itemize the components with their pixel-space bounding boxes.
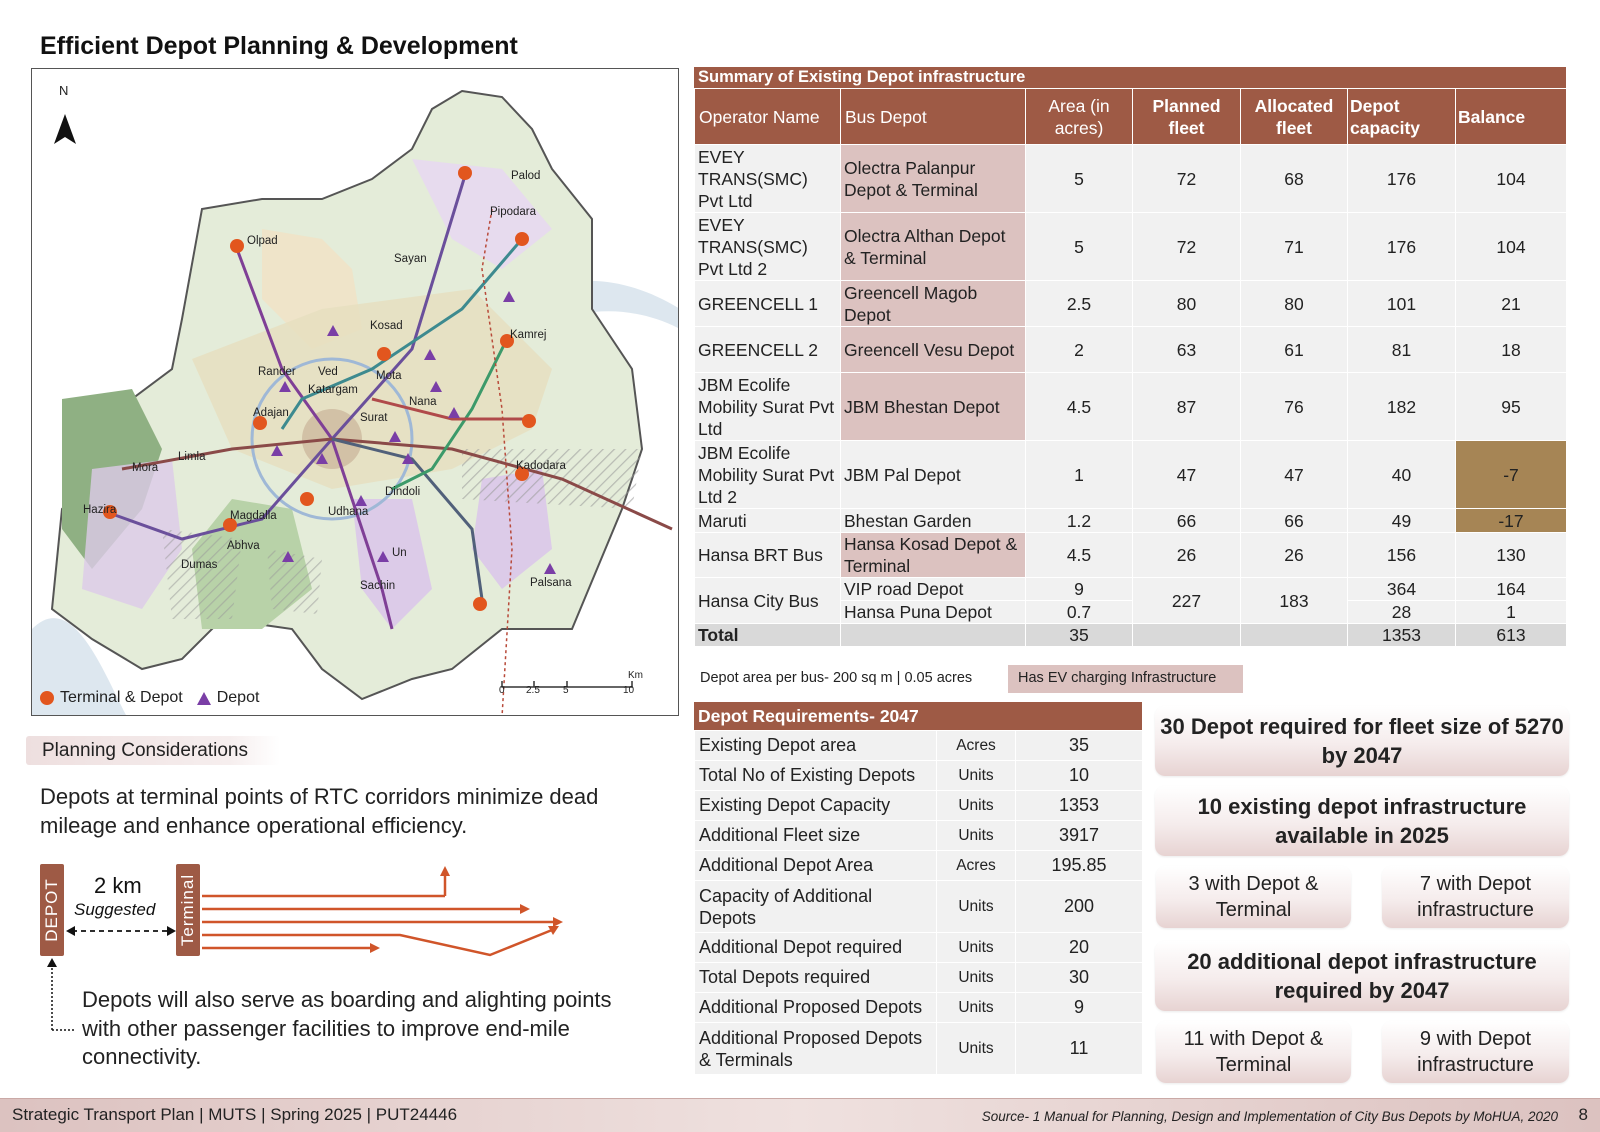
cell-planned: 72 [1133,145,1241,213]
cell-area: 4.5 [1026,533,1133,578]
cell-capacity: 176 [1348,145,1456,213]
col-operator: Operator Name [695,89,841,145]
cell-planned: 26 [1133,533,1241,578]
scale-tick: 0 [499,685,505,696]
cell-depot: JBM Pal Depot [841,441,1026,509]
req-value: 195.85 [1016,851,1143,881]
table-row [695,509,1567,533]
ev-charging-legend: Has EV charging Infrastructure [1008,665,1243,693]
col-balance: Balance [1456,89,1567,145]
req-label: Existing Depot Capacity [695,791,937,821]
req-label: Additional Depot required [695,933,937,963]
cell-balance: 130 [1456,533,1567,578]
cell-depot: Bhestan Garden [841,509,1026,533]
total-row [695,624,1567,647]
col-depot: Bus Depot [841,89,1026,145]
cell-depot: Hansa Puna Depot [841,601,1026,624]
distance-label: 2 km [94,873,142,898]
depot-box [40,864,64,956]
cell-depot: Olectra Palanpur Depot & Terminal [841,145,1026,213]
place-label: Mota [376,370,402,382]
cell-area: 1 [1026,441,1133,509]
cell-area: 4.5 [1026,373,1133,441]
table-row [695,281,1567,327]
cell-allocated: 183 [1241,578,1348,624]
map-legend [40,689,259,707]
suggested-label: Suggested [74,900,156,919]
cell-area: 9 [1026,578,1133,601]
req-value: 10 [1016,761,1143,791]
legend-depot: Depot [216,689,260,706]
cell-empty [1133,624,1241,647]
col-capacity: Depot capacity [1348,89,1456,145]
req-label: Existing Depot area [695,731,937,761]
scale-tick: 10 [623,685,635,696]
cell-capacity: 101 [1348,281,1456,327]
legend-terminal-depot: Terminal & Depot [60,689,183,706]
cell-operator: JBM Ecolife Mobility Surat Pvt Ltd [695,373,841,441]
cell-balance: 18 [1456,327,1567,373]
cell-depot: Olectra Althan Depot & Terminal [841,213,1026,281]
col-allocated: Allocated fleet [1241,89,1348,145]
cell-planned: 47 [1133,441,1241,509]
place-label: Adajan [253,407,289,419]
place-label: Kosad [370,320,403,332]
summary-header-row [695,89,1567,145]
footer-source: Source- 1 Manual for Planning, Design and Implementation of City Bus Depots by MoHUA, 2020 [981,1109,1558,1124]
card-total-depots: 30 Depot required for fleet size of 5270 by 2047 [1155,706,1569,776]
cell-operator: EVEY TRANS(SMC) Pvt Ltd 2 [695,213,841,281]
table-row [695,1023,1143,1075]
card-existing-depot-terminal: 3 with Depot & Terminal [1156,866,1351,928]
card-existing-depots: 10 existing depot infrastructure available in 2025 [1155,786,1569,856]
card-existing-depot-infra: 7 with Depot infrastructure [1382,866,1569,928]
req-unit: Units [937,791,1016,821]
page-number: 8 [1578,1105,1588,1124]
place-label: Rander [258,366,296,378]
cell-capacity: 81 [1348,327,1456,373]
table-row [695,993,1143,1023]
cell-depot: VIP road Depot [841,578,1026,601]
table-row [695,933,1143,963]
req-unit: Units [937,993,1016,1023]
cell-capacity: 49 [1348,509,1456,533]
cell-capacity: 176 [1348,213,1456,281]
scale-unit: Km [628,670,643,681]
summary-table [694,88,1567,647]
cell-planned: 72 [1133,213,1241,281]
planning-considerations-tag: Planning Considerations [26,736,280,765]
summary-table-section [694,67,1566,647]
req-unit: Units [937,963,1016,993]
scale-tick: 5 [563,685,569,696]
cell-operator: Maruti [695,509,841,533]
req-value: 9 [1016,993,1143,1023]
cell-area: 5 [1026,213,1133,281]
end-mile-text: Depots will also serve as boarding and alighting points with other passenger facilities to improve end-mile connectivity. [82,987,612,1069]
place-label: Hazira [83,504,117,516]
cell-balance: 1 [1456,601,1567,624]
req-value: 1353 [1016,791,1143,821]
req-label: Additional Fleet size [695,821,937,851]
city-map[interactable] [31,68,679,716]
place-label: Dumas [181,559,218,571]
cell-allocated: 66 [1241,509,1348,533]
cell-depot: Greencell Magob Depot [841,281,1026,327]
table-row [695,963,1143,993]
req-label: Additional Proposed Depots [695,993,937,1023]
cell-total-area: 35 [1026,624,1133,647]
req-unit: Acres [937,851,1016,881]
cell-operator: EVEY TRANS(SMC) Pvt Ltd [695,145,841,213]
table-row [695,821,1143,851]
cell-capacity: 182 [1348,373,1456,441]
req-value: 20 [1016,933,1143,963]
place-label: Pipodara [490,206,537,218]
table-row [695,578,1567,601]
cell-balance: 104 [1456,145,1567,213]
cell-balance: 164 [1456,578,1567,601]
cell-depot: Hansa Kosad Depot & Terminal [841,533,1026,578]
place-label: Nana [409,396,437,408]
depot-label: DEPOT [42,878,61,942]
cell-depot: Greencell Vesu Depot [841,327,1026,373]
table-row [695,145,1567,213]
place-label: Palsana [530,577,572,589]
cell-empty [841,624,1026,647]
req-label: Additional Proposed Depots & Terminals [695,1023,937,1075]
place-label: Kadodara [516,460,566,472]
requirements-section [694,702,1142,1075]
requirements-table [694,730,1143,1075]
cell-planned: 87 [1133,373,1241,441]
footer [0,1098,1600,1132]
cell-depot: JBM Bhestan Depot [841,373,1026,441]
req-value: 3917 [1016,821,1143,851]
page-title: Efficient Depot Planning & Development [40,32,518,60]
place-label: Udhana [328,506,369,518]
cell-allocated: 61 [1241,327,1348,373]
place-label: Limla [178,451,206,463]
place-label: Surat [360,412,388,424]
table-row [695,441,1567,509]
req-value: 11 [1016,1023,1143,1075]
scale-tick: 2.5 [526,685,540,696]
cell-allocated: 68 [1241,145,1348,213]
place-label: Kamrej [510,329,547,341]
north-label: N [59,83,69,98]
req-unit: Units [937,761,1016,791]
card-additional-depot-terminal: 11 with Depot & Terminal [1156,1021,1351,1083]
cell-total-capacity: 1353 [1348,624,1456,647]
cell-allocated: 71 [1241,213,1348,281]
table-row [695,213,1567,281]
summary-title: Summary of Existing Depot infrastructure [694,67,1566,88]
table-row [695,533,1567,578]
table-row [695,851,1143,881]
cell-planned: 63 [1133,327,1241,373]
cell-area: 1.2 [1026,509,1133,533]
col-area: Area (in acres) [1026,89,1133,145]
cell-capacity: 28 [1348,601,1456,624]
place-label: Un [392,547,407,559]
cell-operator: GREENCELL 1 [695,281,841,327]
cell-allocated: 26 [1241,533,1348,578]
cell-balance-negative: -17 [1456,509,1567,533]
req-unit: Units [937,881,1016,933]
footer-course-info: Strategic Transport Plan | MUTS | Spring 2025 | PUT24446 [12,1105,458,1124]
req-unit: Units [937,821,1016,851]
table-row [695,881,1143,933]
place-label: Magdalla [230,510,277,522]
cell-area: 0.7 [1026,601,1133,624]
place-label: Dindoli [385,486,421,498]
table-row [695,761,1143,791]
cell-planned: 66 [1133,509,1241,533]
req-value: 200 [1016,881,1143,933]
cell-total-balance: 613 [1456,624,1567,647]
req-value: 35 [1016,731,1143,761]
cell-capacity: 364 [1348,578,1456,601]
req-unit: Units [937,933,1016,963]
cell-operator: JBM Ecolife Mobility Surat Pvt Ltd 2 [695,441,841,509]
cell-area: 2.5 [1026,281,1133,327]
cell-capacity: 156 [1348,533,1456,578]
req-label: Total No of Existing Depots [695,761,937,791]
place-label: Katargam [308,384,358,396]
cell-balance: 104 [1456,213,1567,281]
depot-marker-icon [197,692,211,705]
req-unit: Acres [937,731,1016,761]
table-row [695,791,1143,821]
terminal-label: Terminal [178,873,197,947]
card-additional-depot-infra: 9 with Depot infrastructure [1382,1021,1569,1083]
cell-balance-negative: -7 [1456,441,1567,509]
card-additional-depots: 20 additional depot infrastructure required by 2047 [1155,941,1569,1011]
col-planned: Planned fleet [1133,89,1241,145]
cell-capacity: 40 [1348,441,1456,509]
cell-allocated: 80 [1241,281,1348,327]
cell-area: 5 [1026,145,1133,213]
cell-empty [1241,624,1348,647]
terminal-depot-marker-icon [40,691,54,705]
cell-planned: 227 [1133,578,1241,624]
table-row [695,731,1143,761]
req-label: Capacity of Additional Depots [695,881,937,933]
cell-area: 2 [1026,327,1133,373]
cell-balance: 95 [1456,373,1567,441]
place-label: Ved [318,366,338,378]
cell-allocated: 76 [1241,373,1348,441]
req-label: Additional Depot Area [695,851,937,881]
cell-operator: Hansa City Bus [695,578,841,624]
depot-area-footnote: Depot area per bus- 200 sq m | 0.05 acres [700,670,973,686]
planning-text: Depots at terminal points of RTC corridors minimize dead mileage and enhance operational efficiency. [40,784,599,838]
cell-allocated: 47 [1241,441,1348,509]
req-value: 30 [1016,963,1143,993]
terminal-box [176,864,200,956]
place-label: Abhva [227,540,260,552]
req-unit: Units [937,1023,1016,1075]
requirements-title: Depot Requirements- 2047 [694,702,1142,730]
place-label: Olpad [247,235,278,247]
table-row [695,373,1567,441]
cell-total-label: Total [695,624,841,647]
place-label: Mora [132,462,159,474]
place-label: Palod [511,170,541,182]
cell-operator: Hansa BRT Bus [695,533,841,578]
table-row [695,327,1567,373]
req-label: Total Depots required [695,963,937,993]
place-label: Sayan [394,253,427,265]
cell-planned: 80 [1133,281,1241,327]
cell-operator: GREENCELL 2 [695,327,841,373]
cell-balance: 21 [1456,281,1567,327]
place-label: Sachin [360,580,396,592]
